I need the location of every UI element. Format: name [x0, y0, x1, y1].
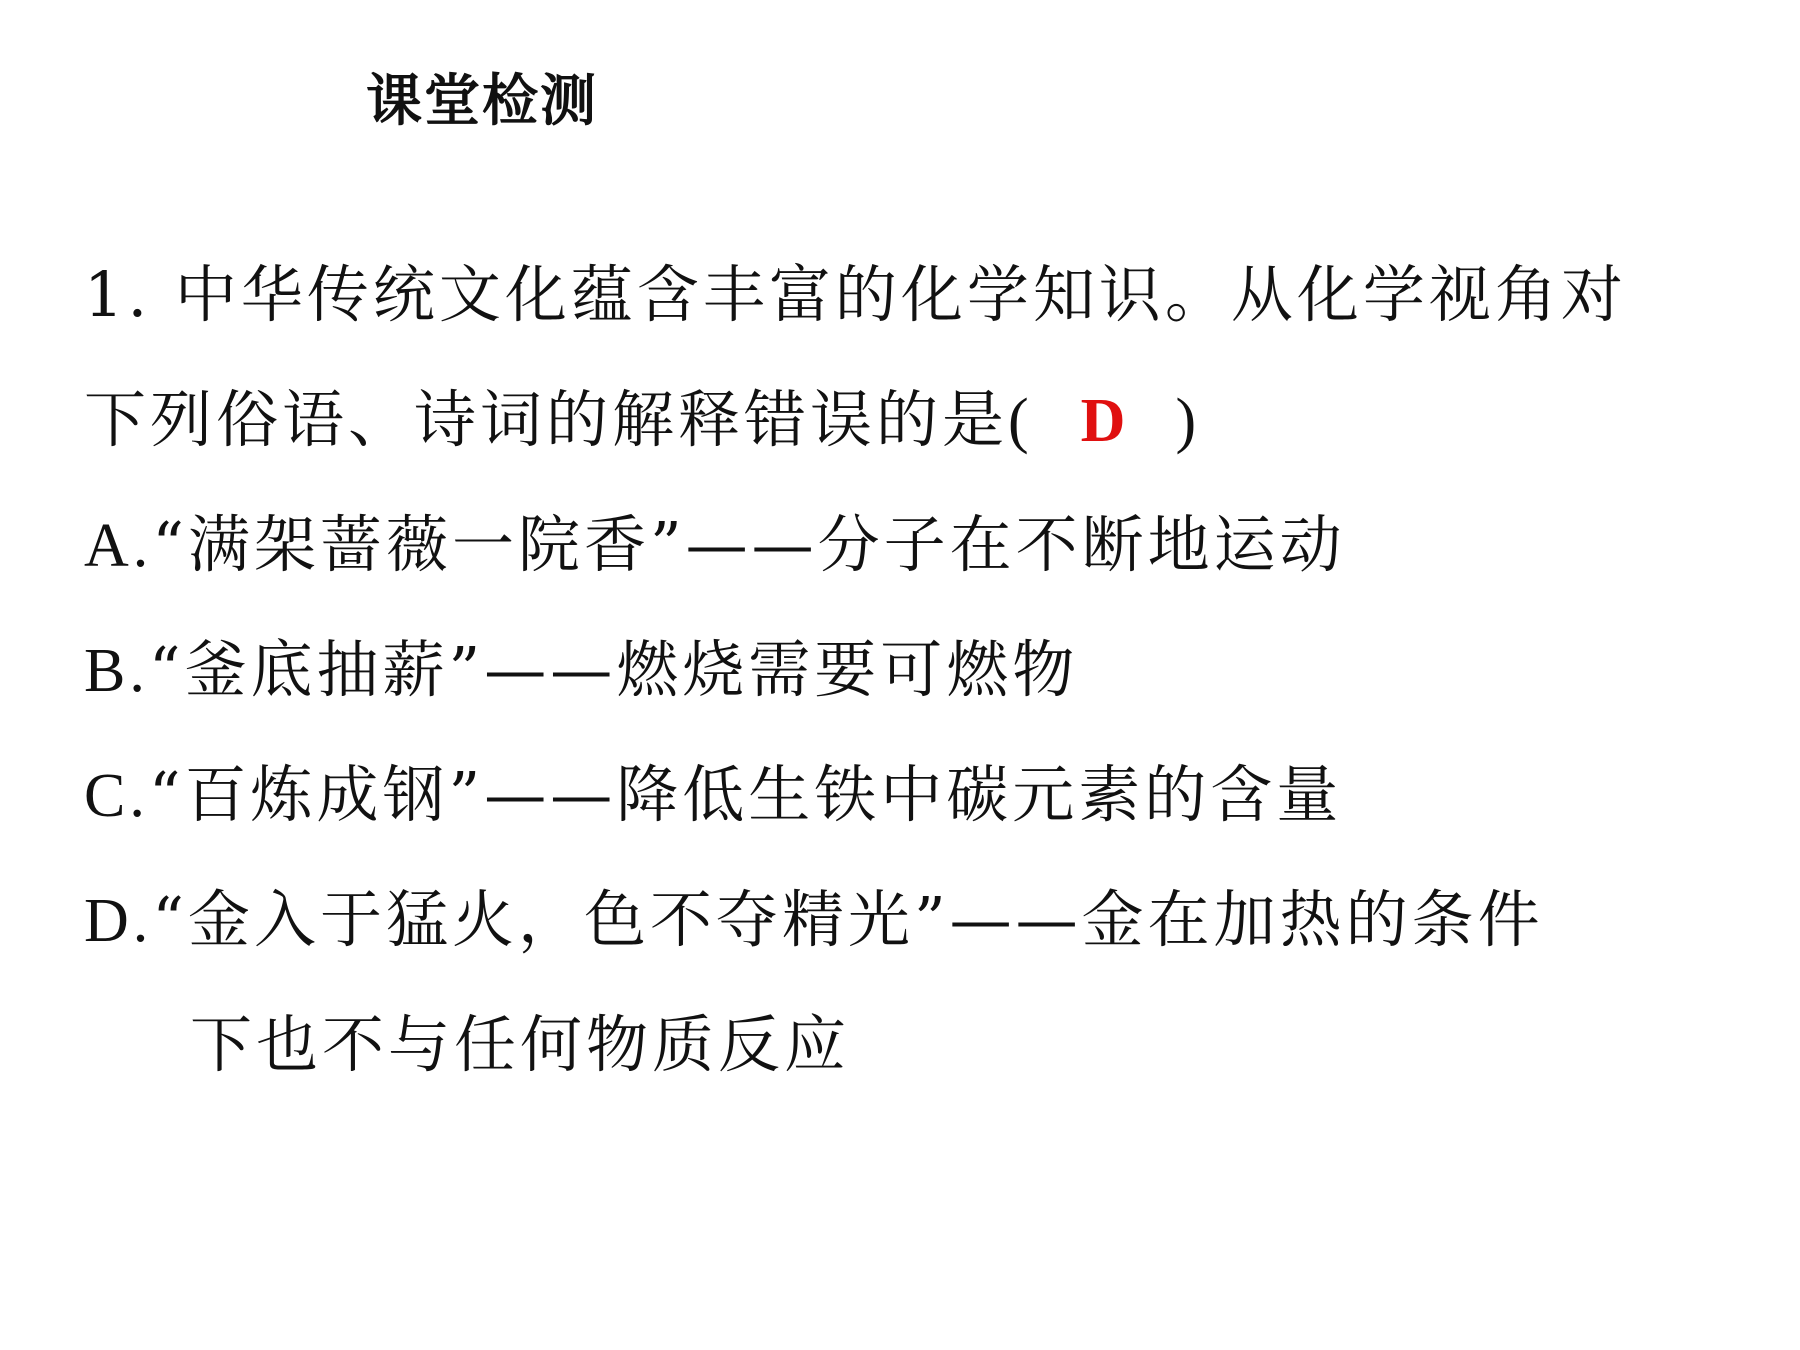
answer-value: D — [1080, 387, 1130, 455]
answer-paren-open: ( — [1008, 387, 1033, 455]
option-d — [84, 875, 1544, 966]
option-b-letter: B. — [84, 637, 149, 705]
option-a — [84, 500, 1346, 591]
section-title: 课堂检测 — [366, 69, 598, 134]
option-d-text: “金入于猛火，色不夺精光”——金在加热的条件 — [152, 883, 1544, 956]
option-c — [84, 750, 1342, 841]
option-d-continuation: 下也不与任何物质反应 — [190, 1008, 851, 1081]
option-a-letter: A. — [84, 512, 153, 580]
question-line-2 — [84, 375, 1200, 466]
option-d-letter: D. — [84, 887, 153, 955]
option-b — [84, 625, 1078, 716]
question-line-1: 1. 中华传统文化蕴含丰富的化学知识。从化学视角对 — [84, 258, 1627, 331]
question-stem-text: 下列俗语、诗词的解释错误的是 — [84, 383, 1009, 456]
option-a-text: “满架蔷薇一院香”——分子在不断地运动 — [152, 508, 1346, 581]
option-b-text: “釜底抽薪”——燃烧需要可燃物 — [148, 633, 1079, 706]
option-c-text: “百炼成钢”——降低生铁中碳元素的含量 — [148, 758, 1343, 831]
option-c-letter: C. — [84, 762, 149, 830]
answer-paren-close: ) — [1175, 387, 1201, 455]
